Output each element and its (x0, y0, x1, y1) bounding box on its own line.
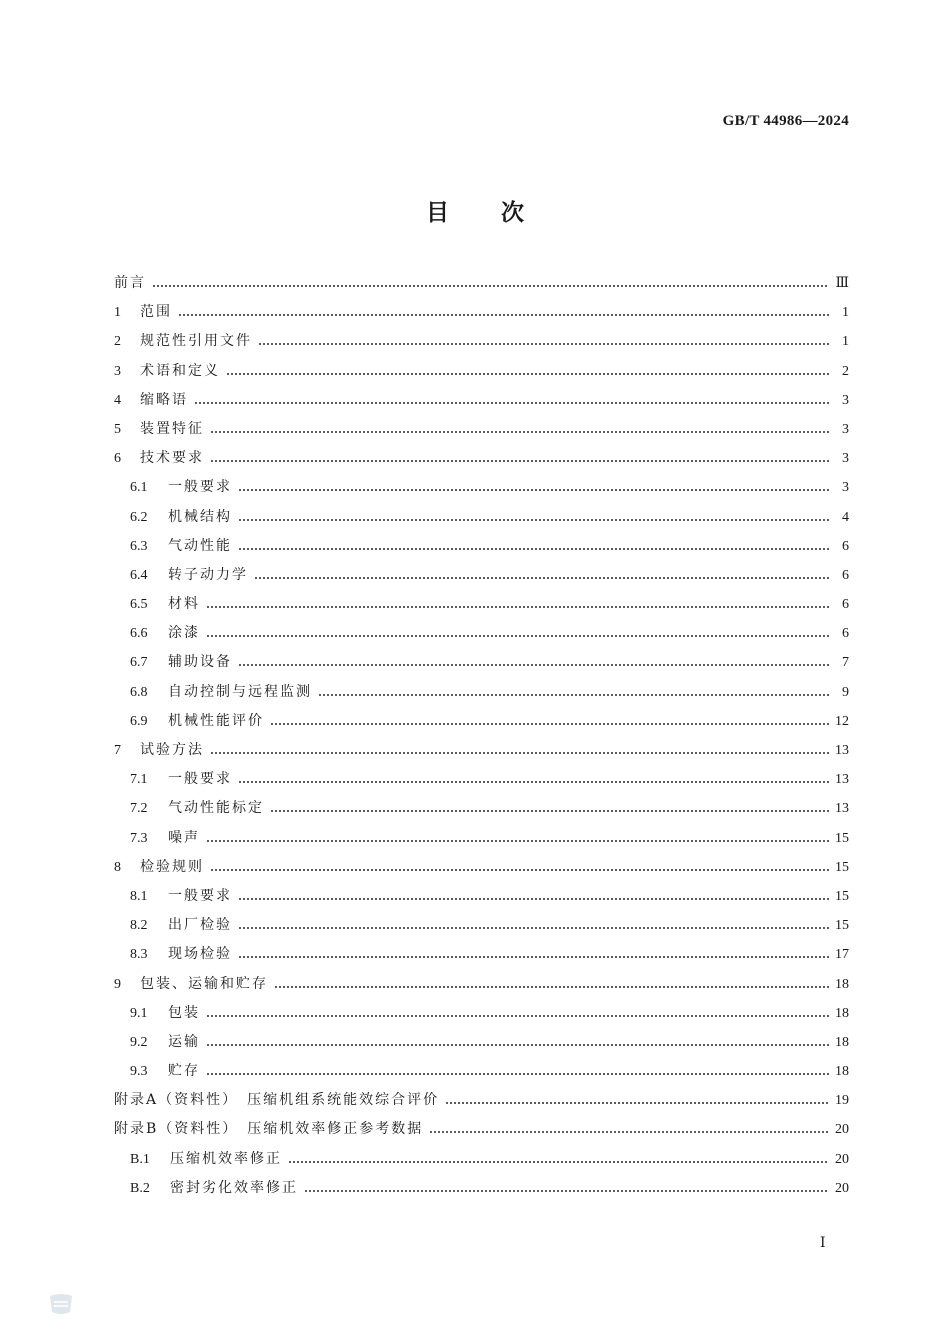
toc-entry-label: 一般要求 (168, 887, 232, 904)
toc-entry-label: 辅助设备 (168, 654, 232, 671)
dot-leader (288, 1161, 829, 1163)
standard-code: GB/T 44986—2024 (722, 113, 849, 129)
toc-entry[interactable] (114, 678, 849, 707)
dot-leader (238, 664, 831, 666)
toc-entry-number: 4 (114, 392, 121, 408)
toc-entry-page: 20 (835, 1180, 849, 1196)
toc-entry[interactable] (114, 561, 849, 590)
toc-entry-number: 6.3 (130, 538, 148, 554)
toc-entry-label: 前言 (114, 275, 146, 291)
toc-entry[interactable] (114, 327, 849, 356)
dot-leader (206, 606, 831, 608)
toc-entry-number: 8.3 (130, 947, 148, 963)
toc-entry-page: 15 (835, 888, 849, 904)
toc-entry-label: 运输 (168, 1033, 200, 1050)
toc-entry-label: 气动性能 (168, 537, 232, 554)
toc-entry-number: 7.1 (130, 772, 148, 788)
toc-entry-number: 6.6 (130, 626, 148, 642)
toc-entry-number: 7.2 (130, 801, 148, 817)
table-of-contents (114, 269, 849, 1203)
toc-entry-number: 8 (114, 859, 121, 875)
toc-entry-number: 6.9 (130, 713, 148, 729)
toc-entry-label: 装置特征 (140, 420, 204, 437)
toc-entry-page: 20 (835, 1151, 849, 1167)
dot-leader (238, 489, 831, 491)
toc-entry-label: 一般要求 (168, 479, 232, 496)
dot-leader (274, 986, 829, 988)
dot-leader (226, 373, 831, 375)
toc-entry-page: 12 (835, 713, 849, 729)
toc-entry-page: 13 (835, 743, 849, 758)
toc-entry[interactable] (114, 765, 849, 794)
toc-entry-page: 17 (835, 947, 849, 963)
toc-entry-page: 7 (842, 655, 849, 671)
page-number: Ⅰ (820, 1236, 826, 1251)
toc-entry-number: 9.3 (130, 1064, 148, 1080)
toc-entry-label: 范围 (140, 304, 172, 321)
publisher-logo-icon (47, 1292, 75, 1316)
toc-entry-label: 技术要求 (140, 450, 204, 467)
toc-entry-number: 7.3 (130, 830, 148, 846)
toc-entry-page: Ⅲ (835, 276, 849, 291)
toc-entry-label: 术语和定义 (140, 362, 220, 379)
toc-entry[interactable] (114, 444, 849, 473)
toc-entry-number: 6.4 (130, 567, 148, 583)
toc-entry-label: 机械结构 (168, 508, 232, 525)
toc-entry-label: 规范性引用文件 (140, 333, 252, 350)
toc-entry-number: 2 (114, 334, 121, 350)
toc-entry-label: 转子动力学 (168, 566, 248, 583)
toc-entry-label: 机械性能评价 (168, 712, 264, 729)
toc-entry-number: 3 (114, 363, 121, 379)
toc-entry-number: B.2 (130, 1180, 150, 1196)
toc-entry-label: 检验规则 (140, 858, 204, 875)
toc-entry-page: 6 (842, 597, 849, 613)
dot-leader (304, 1190, 829, 1192)
toc-entry-number: 6.2 (130, 509, 148, 525)
toc-entry[interactable] (114, 970, 849, 999)
toc-entry[interactable] (114, 707, 849, 736)
toc-entry-page: 18 (835, 1005, 849, 1021)
toc-entry-label: 噪声 (168, 829, 200, 846)
toc-title: 目次 (426, 200, 576, 226)
toc-entry[interactable] (114, 940, 849, 969)
toc-entry[interactable] (114, 999, 849, 1028)
toc-entry-number: 7 (114, 743, 121, 758)
toc-entry-label: 材料 (168, 596, 200, 613)
toc-entry[interactable] (114, 1145, 849, 1174)
toc-entry-page: 6 (842, 538, 849, 554)
dot-leader (258, 343, 831, 345)
toc-entry[interactable] (114, 269, 849, 298)
toc-entry-number: 6.1 (130, 480, 148, 496)
dot-leader (210, 431, 831, 433)
dot-leader (429, 1131, 829, 1133)
dot-leader (445, 1102, 829, 1104)
toc-entry[interactable] (114, 794, 849, 823)
toc-entry-label: 附录B（资料性） 压缩机效率修正参考数据 (114, 1121, 424, 1138)
toc-entry-number: 9.2 (130, 1034, 148, 1050)
toc-entry[interactable] (114, 619, 849, 648)
dot-leader (238, 548, 831, 550)
dot-leader (206, 840, 829, 842)
toc-entry[interactable] (114, 503, 849, 532)
toc-entry-label: 密封劣化效率修正 (170, 1179, 298, 1196)
toc-entry-page: 13 (835, 801, 849, 817)
toc-entry[interactable] (114, 532, 849, 561)
dot-leader (210, 869, 829, 871)
toc-entry-page: 20 (835, 1122, 849, 1138)
dot-leader (238, 956, 829, 958)
dot-leader (238, 519, 831, 521)
toc-entry-page: 3 (842, 421, 849, 437)
toc-entry-number: 9 (114, 976, 121, 992)
toc-entry-label: 一般要求 (168, 771, 232, 788)
toc-entry[interactable] (114, 911, 849, 940)
toc-entry-page: 15 (835, 859, 849, 875)
toc-entry-number: 5 (114, 421, 121, 437)
dot-leader (270, 723, 829, 725)
dot-leader (238, 781, 829, 783)
toc-entry-label: 贮存 (168, 1063, 200, 1080)
toc-entry-label: 压缩机效率修正 (170, 1150, 282, 1167)
toc-entry[interactable] (114, 473, 849, 502)
dot-leader (178, 314, 831, 316)
toc-entry-page: 18 (835, 1064, 849, 1080)
toc-entry-label: 缩略语 (140, 391, 188, 408)
toc-entry[interactable] (114, 357, 849, 386)
toc-entry-label: 气动性能标定 (168, 800, 264, 817)
toc-entry-page: 18 (835, 1034, 849, 1050)
toc-entry-number: 6.7 (130, 655, 148, 671)
toc-entry-page: 3 (842, 451, 849, 467)
toc-entry-number: 6.5 (130, 597, 148, 613)
dot-leader (206, 1044, 829, 1046)
toc-entry-label: 附录A（资料性） 压缩机组系统能效综合评价 (114, 1092, 440, 1109)
dot-leader (210, 752, 829, 754)
toc-entry-page: 1 (842, 334, 849, 350)
toc-entry[interactable] (114, 1057, 849, 1086)
toc-entry-number: 6 (114, 451, 121, 467)
dot-leader (238, 898, 829, 900)
toc-entry-number: 8.2 (130, 918, 148, 934)
dot-leader (270, 810, 829, 812)
toc-entry-page: 15 (835, 830, 849, 846)
dot-leader (210, 460, 831, 462)
toc-entry-page: 3 (842, 480, 849, 496)
toc-entry-number: 9.1 (130, 1005, 148, 1021)
toc-entry[interactable] (114, 882, 849, 911)
toc-entry[interactable] (114, 298, 849, 327)
toc-entry-page: 6 (842, 626, 849, 642)
toc-entry-page: 18 (835, 976, 849, 992)
toc-entry-number: B.1 (130, 1151, 150, 1167)
toc-entry-page: 6 (842, 567, 849, 583)
toc-entry-page: 19 (835, 1093, 849, 1109)
dot-leader (254, 577, 831, 579)
toc-entry-label: 涂漆 (168, 625, 200, 642)
dot-leader (318, 694, 831, 696)
toc-entry[interactable] (114, 1086, 849, 1115)
toc-entry-page: 2 (842, 363, 849, 379)
toc-entry[interactable] (114, 415, 849, 444)
toc-entry-page: 13 (835, 772, 849, 788)
toc-entry-label: 试验方法 (140, 742, 204, 758)
dot-leader (206, 1073, 829, 1075)
toc-entry-label: 包装 (168, 1004, 200, 1021)
dot-leader (206, 1015, 829, 1017)
toc-entry[interactable] (114, 1174, 849, 1203)
toc-entry-page: 3 (842, 392, 849, 408)
dot-leader (238, 927, 829, 929)
toc-entry-page: 4 (842, 509, 849, 525)
toc-entry[interactable] (114, 736, 849, 765)
dot-leader (152, 285, 829, 287)
toc-entry[interactable] (114, 1115, 849, 1144)
toc-entry-label: 自动控制与远程监测 (168, 683, 312, 700)
toc-entry-page: 1 (842, 305, 849, 321)
toc-entry-label: 出厂检验 (168, 917, 232, 934)
toc-entry-number: 6.8 (130, 684, 148, 700)
toc-entry-number: 1 (114, 305, 121, 321)
toc-entry-number: 8.1 (130, 888, 148, 904)
toc-entry[interactable] (114, 590, 849, 619)
toc-entry[interactable] (114, 386, 849, 415)
toc-entry[interactable] (114, 824, 849, 853)
toc-entry[interactable] (114, 853, 849, 882)
toc-entry[interactable] (114, 1028, 849, 1057)
toc-entry-label: 现场检验 (168, 946, 232, 963)
dot-leader (206, 635, 831, 637)
toc-entry-label: 包装、运输和贮存 (140, 975, 268, 992)
toc-entry[interactable] (114, 648, 849, 677)
toc-entry-page: 9 (842, 684, 849, 700)
dot-leader (194, 402, 831, 404)
toc-entry-page: 15 (835, 918, 849, 934)
